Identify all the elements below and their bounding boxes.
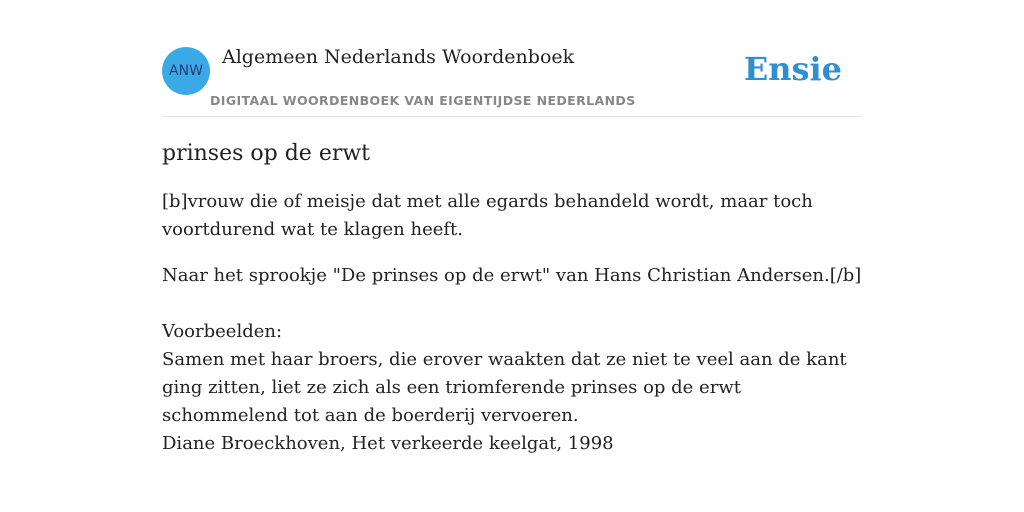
examples-label: Voorbeelden: xyxy=(162,321,283,342)
entry-content xyxy=(162,138,862,458)
examples-section xyxy=(162,318,862,458)
ensie-logo[interactable]: Ensie xyxy=(743,50,842,88)
source-subtitle: DIGITAAL WOORDENBOEK VAN EIGENTIJDSE NEDERLANDS xyxy=(210,93,636,108)
example-source: Diane Broeckhoven, Het verkeerde keelgat, 1998 xyxy=(162,433,614,454)
example-text: Samen met haar broers, die erover waakten dat ze niet te veel aan de kant ging zitten, liet ze zich als een triomferende prinses op de erwt schommelend tot aan de boerderij vervoeren. xyxy=(162,349,847,426)
entry-definition: [b]vrouw die of meisje dat met alle egards behandeld wordt, maar toch voortdurend wat te klagen heeft. xyxy=(162,191,813,240)
anw-logo[interactable] xyxy=(162,47,210,95)
anw-logo-text: ANW xyxy=(169,63,203,79)
source-title[interactable]: Algemeen Nederlands Woordenboek xyxy=(222,46,575,68)
entry-term: prinses op de erwt xyxy=(162,141,371,166)
entry-origin: Naar het sprookje "De prinses op de erwt" van Hans Christian Andersen.[/b] xyxy=(162,265,862,286)
source-header xyxy=(162,44,862,117)
